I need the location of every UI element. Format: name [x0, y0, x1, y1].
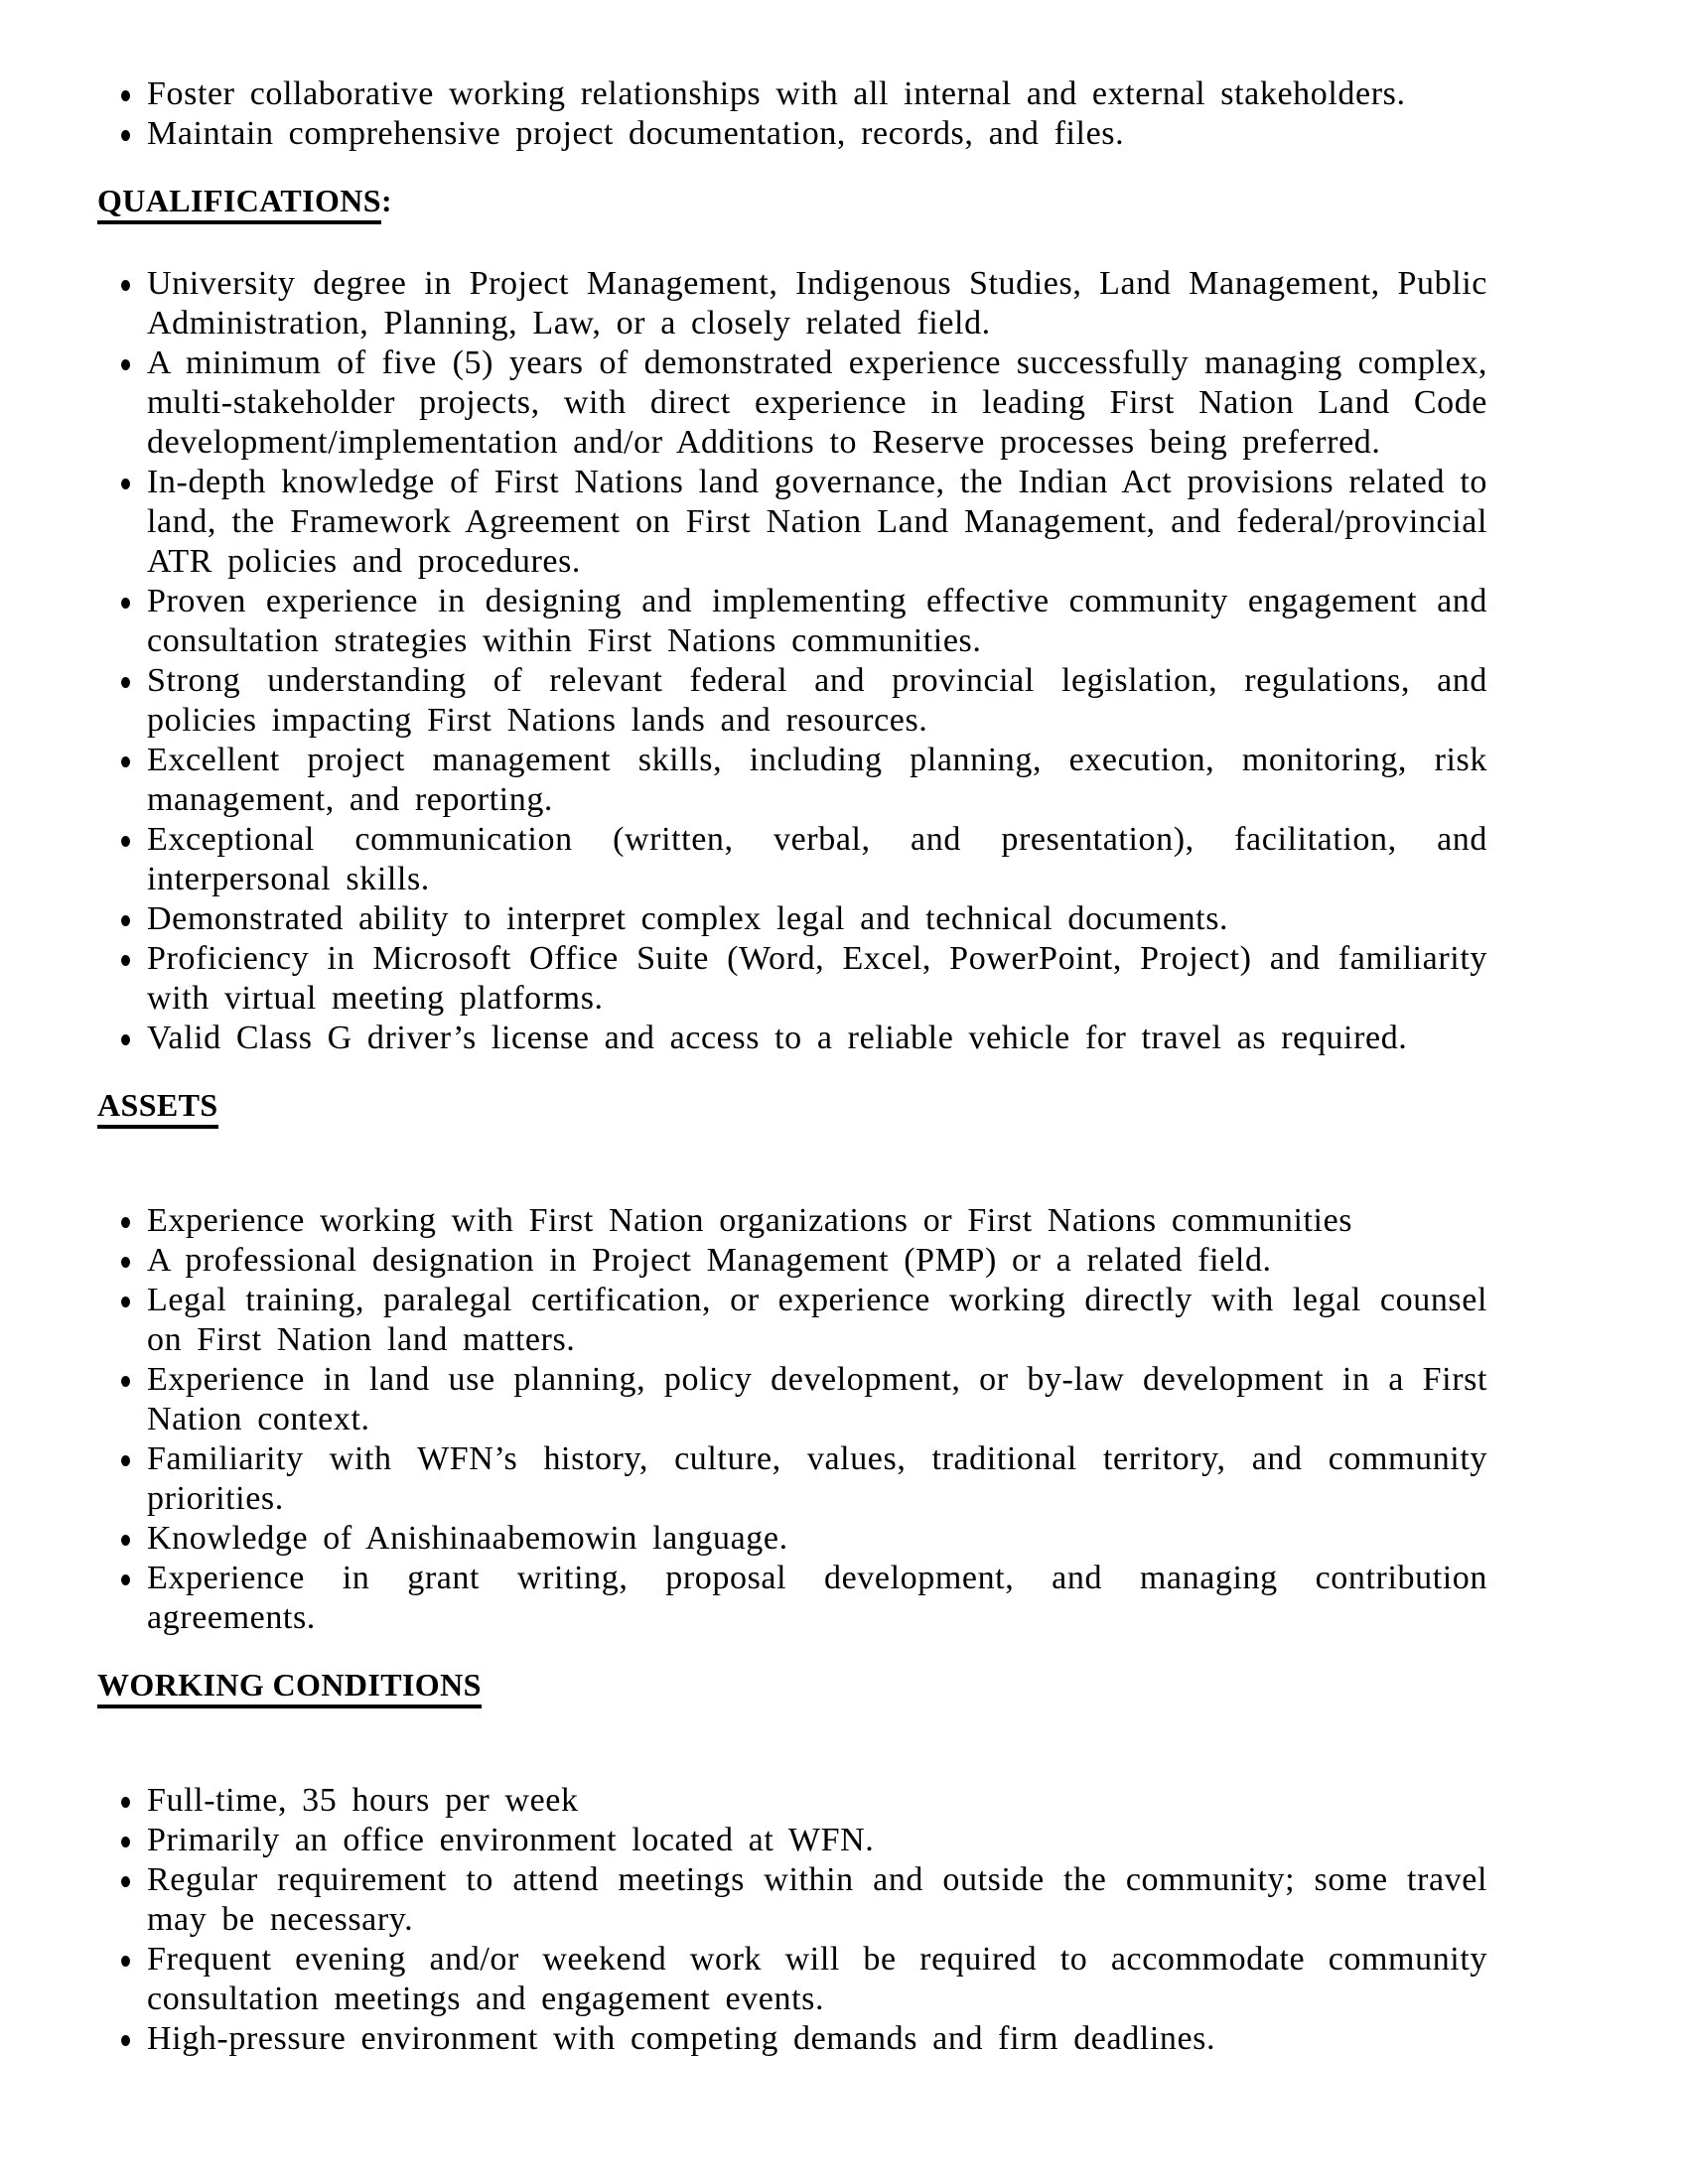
bullet-icon	[121, 915, 130, 926]
bullet-icon	[121, 1535, 130, 1546]
section-assets	[97, 1085, 1688, 1638]
intro-bullet-list	[97, 74, 1487, 154]
bullet-icon	[121, 1876, 130, 1887]
bullet-item	[97, 1019, 1487, 1058]
bullet-item	[97, 582, 1487, 661]
bullet-item	[97, 114, 1487, 154]
bullet-text: Maintain comprehensive project documentation, records, and files.	[147, 115, 1125, 152]
bullet-text: Valid Class G driver’s license and access to a reliable vehicle for travel as required.	[147, 1020, 1408, 1056]
bullet-icon	[121, 756, 130, 767]
bullet-text: In-depth knowledge of First Nations land governance, the Indian Act provisions related to land, the Framework Agreement on First Nation Land Management, and federal/provincial ATR policies and procedures.	[147, 464, 1487, 580]
bullet-icon	[121, 90, 130, 101]
bullet-list-assets	[97, 1201, 1487, 1638]
bullet-icon	[121, 836, 130, 847]
bullet-text: Experience in land use planning, policy development, or by-law development in a First Nation context.	[147, 1361, 1487, 1437]
section-working-conditions	[97, 1665, 1688, 2059]
bullet-item	[97, 1940, 1487, 2019]
bullet-text: Legal training, paralegal certification, or experience working directly with legal counsel on First Nation land matters.	[147, 1282, 1487, 1358]
section-heading	[97, 1665, 1688, 1705]
bullet-item	[97, 264, 1487, 343]
bullet-text: University degree in Project Management, Indigenous Studies, Land Management, Public Administration, Planning, Law, or a closely related field.	[147, 265, 1487, 341]
bullet-text: High-pressure environment with competing demands and firm deadlines.	[147, 2020, 1216, 2057]
bullet-item	[97, 939, 1487, 1019]
bullet-text: Foster collaborative working relationships with all internal and external stakeholders.	[147, 75, 1406, 112]
bullet-item	[97, 1860, 1487, 1940]
bullet-icon	[121, 280, 130, 291]
bullet-item	[97, 343, 1487, 463]
bullet-item	[97, 1519, 1487, 1559]
bullet-list-qualifications	[97, 264, 1487, 1058]
section-title: WORKING CONDITIONS	[97, 1667, 482, 1708]
bullet-icon	[121, 1217, 130, 1228]
bullet-icon	[121, 359, 130, 370]
bullet-item	[97, 74, 1487, 114]
bullet-item	[97, 820, 1487, 899]
bullet-icon	[121, 1297, 130, 1307]
section-title: ASSETS	[97, 1087, 218, 1129]
bullet-icon	[121, 1376, 130, 1387]
bullet-text: Demonstrated ability to interpret complex legal and technical documents.	[147, 900, 1229, 937]
bullet-text: Primarily an office environment located at WFN.	[147, 1822, 875, 1858]
bullet-icon	[121, 598, 130, 609]
section-title: QUALIFICATIONS	[97, 183, 381, 224]
bullet-icon	[121, 130, 130, 141]
section-qualifications	[97, 181, 1688, 1058]
bullet-text: Knowledge of Anishinaabemowin language.	[147, 1520, 788, 1557]
bullet-item	[97, 741, 1487, 820]
bullet-item	[97, 1439, 1487, 1519]
bullet-icon	[121, 955, 130, 966]
bullet-item	[97, 1781, 1487, 1821]
bullet-icon	[121, 1797, 130, 1808]
bullet-text: Strong understanding of relevant federal and provincial legislation, regulations, and policies impacting First Nations lands and resources.	[147, 662, 1487, 739]
section-heading	[97, 181, 1688, 220]
bullet-text: Frequent evening and/or weekend work will be required to accommodate community consultation meetings and engagement events.	[147, 1941, 1487, 2017]
bullet-icon	[121, 677, 130, 688]
bullet-item	[97, 2019, 1487, 2059]
bullet-item	[97, 661, 1487, 741]
bullet-text: A professional designation in Project Management (PMP) or a related field.	[147, 1242, 1272, 1279]
bullet-icon	[121, 1956, 130, 1967]
document-sections	[97, 181, 1688, 2059]
bullet-icon	[121, 1455, 130, 1466]
bullet-text: Familiarity with WFN’s history, culture, values, traditional territory, and community priorities.	[147, 1440, 1487, 1517]
bullet-text: Proficiency in Microsoft Office Suite (Word, Excel, PowerPoint, Project) and familiarity with virtual meeting platforms.	[147, 940, 1487, 1017]
bullet-item	[97, 1821, 1487, 1860]
bullet-icon	[121, 478, 130, 489]
bullet-icon	[121, 1837, 130, 1847]
bullet-icon	[121, 1257, 130, 1268]
bullet-icon	[121, 1034, 130, 1045]
section-title-suffix: :	[380, 183, 393, 218]
bullet-icon	[121, 1574, 130, 1585]
bullet-item	[97, 1241, 1487, 1281]
bullet-item	[97, 1360, 1487, 1439]
bullet-item	[97, 1559, 1487, 1638]
bullet-text: Excellent project management skills, including planning, execution, monitoring, risk management, and reporting.	[147, 742, 1487, 818]
bullet-list-working-conditions	[97, 1781, 1487, 2059]
bullet-icon	[121, 2035, 130, 2046]
bullet-item	[97, 899, 1487, 939]
bullet-text: Experience in grant writing, proposal development, and managing contribution agreements.	[147, 1560, 1487, 1636]
bullet-text: Experience working with First Nation organizations or First Nations communities	[147, 1202, 1353, 1239]
bullet-item	[97, 1201, 1487, 1241]
bullet-text: A minimum of five (5) years of demonstrated experience successfully managing complex, multi-stakeholder projects, with direct experience in leading First Nation Land Code development/implementation and/or Additions to Reserve processes being preferred.	[147, 344, 1487, 461]
bullet-text: Regular requirement to attend meetings within and outside the community; some travel may be necessary.	[147, 1861, 1487, 1938]
bullet-item	[97, 1281, 1487, 1360]
bullet-item	[97, 463, 1487, 582]
bullet-text: Proven experience in designing and implementing effective community engagement and consultation strategies within First Nations communities.	[147, 583, 1487, 659]
bullet-text: Full-time, 35 hours per week	[147, 1782, 579, 1819]
section-heading	[97, 1085, 1688, 1125]
bullet-text: Exceptional communication (written, verbal, and presentation), facilitation, and interpersonal skills.	[147, 821, 1487, 897]
